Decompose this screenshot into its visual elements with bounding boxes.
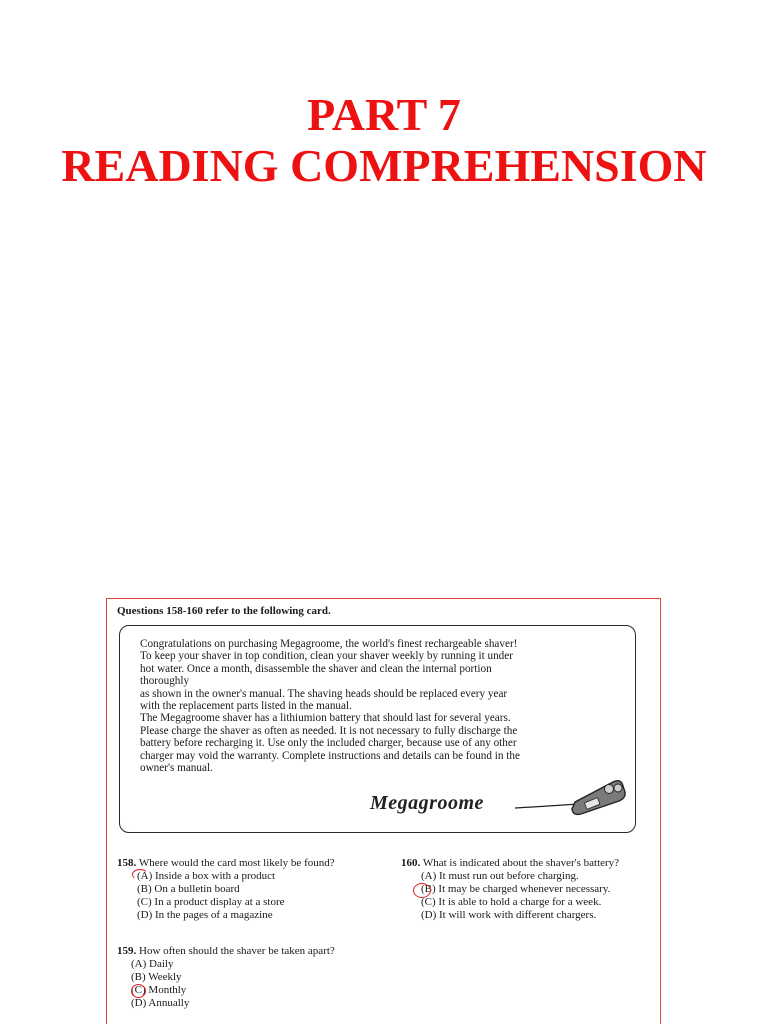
answer-option: (A) Daily [131, 958, 174, 970]
card-line: charger may void the warranty. Complete instructions and details can be found in the [140, 749, 520, 762]
answer-option: (D) It will work with different chargers. [421, 909, 597, 921]
shaver-icon [515, 776, 627, 826]
answer-mark-158 [132, 869, 148, 880]
questions-intro: Questions 158-160 refer to the following card. [117, 605, 331, 617]
card-text [140, 638, 620, 774]
answer-mark-160 [413, 883, 431, 898]
card-line: The Megagroome shaver has a lithiumion battery that should last for several years. [140, 712, 511, 725]
answer-option: (C) Monthly [131, 984, 187, 996]
card-line: thoroughly [140, 675, 190, 688]
answer-option: (C) In a product display at a store [137, 896, 285, 908]
answer-option: (C) It is able to hold a charge for a week. [421, 896, 602, 908]
question-number: 160. [401, 857, 421, 869]
card-line: hot water. Once a month, disassemble the shaver and clean the internal portion [140, 662, 492, 675]
question-number: 159. [117, 945, 137, 957]
answer-option: (A) It must run out before charging. [421, 870, 579, 882]
question-text: What is indicated about the shaver's battery? [422, 857, 620, 869]
question-text: How often should the shaver be taken apart? [139, 945, 335, 957]
answer-mark-159 [131, 984, 146, 998]
question-159-stem [117, 945, 335, 958]
megagroome-logo: Megagroome [370, 792, 484, 814]
question-159 [117, 945, 335, 1010]
card-line: battery before recharging it. Use only the included charger, because use of any other [140, 737, 517, 750]
card-line: with the replacement parts listed in the manual. [140, 700, 352, 713]
answer-option: (B) On a bulletin board [137, 883, 240, 895]
page-title-part: PART 7 [307, 89, 461, 140]
card-line: owner's manual. [140, 762, 213, 775]
card-line: Please charge the shaver as often as needed. It is not necessary to fully discharge the [140, 724, 518, 737]
answer-option: (D) In the pages of a magazine [137, 909, 273, 921]
card-line: To keep your shaver in top condition, clean your shaver weekly by running it under [140, 650, 513, 663]
question-number: 158. [117, 857, 137, 869]
question-158 [117, 857, 335, 922]
card-line: Congratulations on purchasing Megagroome, the world's finest rechargeable shaver! [140, 638, 518, 650]
question-scan [106, 598, 661, 1024]
question-text: Where would the card most likely be found? [138, 857, 335, 869]
answer-option: (A) Inside a box with a product [137, 870, 276, 882]
page-title-section: READING COMPREHENSION [61, 140, 707, 191]
answer-option: (B) It may be charged whenever necessary. [421, 883, 611, 895]
question-160 [401, 857, 619, 922]
question-160-stem [401, 857, 619, 870]
answer-option: (B) Weekly [131, 971, 182, 983]
question-158-stem [117, 857, 335, 870]
product-card [119, 625, 636, 833]
card-line: as shown in the owner's manual. The shaving heads should be replaced every year [140, 687, 508, 700]
answer-option: (D) Annually [131, 997, 190, 1009]
